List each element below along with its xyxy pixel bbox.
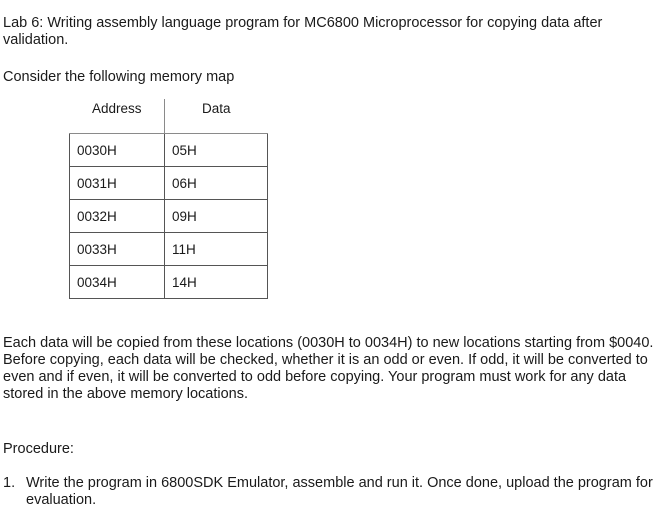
table-row [70,266,268,299]
data-cell: 11H [165,233,268,266]
table-row [70,233,268,266]
step-number: 1. [3,475,16,491]
table-row [70,200,268,233]
procedure-heading: Procedure: [3,441,74,457]
memory-map-table [69,99,268,299]
table-header-row [70,99,268,134]
data-header: Data [165,99,268,134]
address-cell: 0030H [70,134,165,167]
address-cell: 0034H [70,266,165,299]
step-text: Write the program in 6800SDK Emulator, assemble and run it. Once done, upload the program for evaluation. [26,475,653,508]
data-cell: 06H [165,167,268,200]
address-cell: 0031H [70,167,165,200]
data-cell: 09H [165,200,268,233]
data-cell: 05H [165,134,268,167]
description-paragraph: Each data will be copied from these locations (0030H to 0034H) to new locations starting from $0040. Before copying, each data will be checked, whether it is an odd or even. If odd, it will be converted to even and if even, it will be converted to odd before copying. Your program must work for any data stored in the above memory locations. [3,335,654,402]
table-row [70,167,268,200]
intro-text: Consider the following memory map [3,69,235,85]
table-row [70,134,268,167]
data-cell: 14H [165,266,268,299]
address-cell: 0033H [70,233,165,266]
lab-title: Lab 6: Writing assembly language program for MC6800 Microprocessor for copying data after validation. [3,15,603,48]
address-header: Address [70,99,165,134]
address-cell: 0032H [70,200,165,233]
